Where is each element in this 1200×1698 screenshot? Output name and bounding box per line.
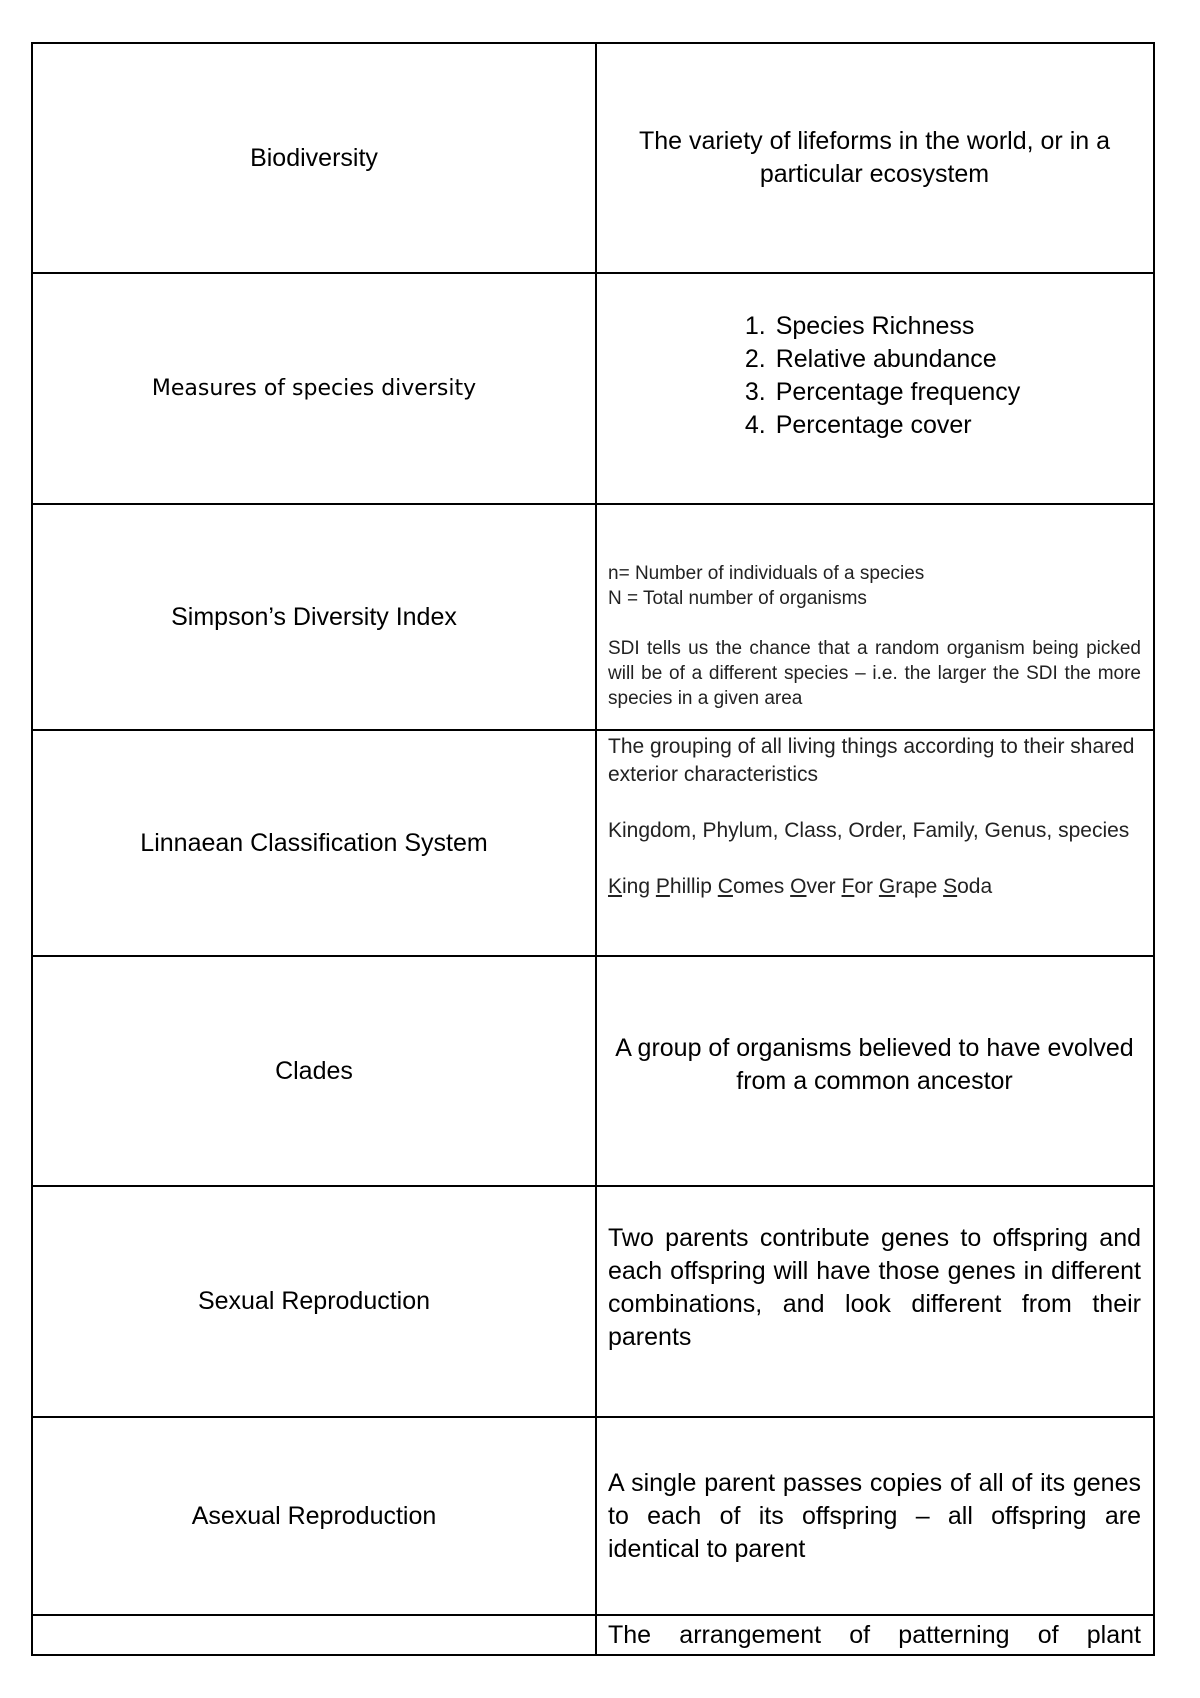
definition-line: N = Total number of organisms [608,588,867,609]
term-text: Asexual Reproduction [191,1501,437,1530]
definition-paragraph: SDI tells us the chance that a random organism being picked will be of a different species – i.e. the larger the SDI the more species in a given area [608,638,1141,709]
term-cell [33,44,595,272]
definition-text: A group of organisms believed to have evolved from a common ancestor [615,1034,1134,1095]
definition-text: The arrangement of patterning of plant [608,1621,1141,1649]
list-item [729,343,1021,376]
definition-text: The variety of lifeforms in the world, or in a particular ecosystem [638,127,1111,188]
table-row [33,731,1153,957]
list-number: 3. [744,378,766,406]
definition-cell [595,44,1153,272]
glossary-table [31,42,1155,1656]
list-number: 2. [744,345,766,373]
list-item [729,376,1021,409]
table-row [33,274,1153,505]
list-number: 1. [744,312,766,340]
table-row [33,1616,1153,1654]
definition-paragraph: The grouping of all living things according to their shared exterior characteristics [608,735,1135,786]
term-text: Biodiversity [250,143,378,172]
term-cell [33,1616,595,1654]
term-text: Sexual Reproduction [197,1287,431,1315]
table-row [33,505,1153,731]
term-cell [33,1187,595,1416]
table-row [33,957,1153,1187]
definition-text: Two parents contribute genes to offspring and each offspring will have those genes in different combinations, and look different from their parents [608,1223,1141,1351]
mnemonic: King Phillip Comes Over For Grape Soda [608,875,993,898]
term-text: Measures of species diversity [151,376,477,401]
measures-list [729,310,1021,442]
definition-cell [595,1616,1153,1654]
term-text: Linnaean Classification System [140,828,488,857]
term-cell [33,274,595,503]
table-row [33,1418,1153,1616]
list-item [729,310,1021,343]
list-item-text: Percentage cover [775,411,972,439]
list-item-text: Species Richness [775,312,975,340]
term-cell [33,1418,595,1614]
definition-cell [595,274,1153,503]
table-row [33,44,1153,274]
list-item [729,409,1021,442]
definition-paragraph: Kingdom, Phylum, Class, Order, Family, Genus, species [608,819,1130,842]
definition-cell [595,731,1153,955]
term-text: Clades [275,1056,353,1085]
term-cell [33,731,595,955]
table-row [33,1187,1153,1418]
definition-cell [595,505,1153,729]
list-item-text: Relative abundance [775,345,997,373]
definition-text: A single parent passes copies of all of its genes to each of its offspring – all offspring are identical to parent [608,1468,1141,1563]
list-number: 4. [744,411,766,439]
term-cell [33,957,595,1185]
definition-cell [595,957,1153,1185]
term-cell [33,505,595,729]
term-text: Simpson’s Diversity Index [171,602,457,631]
definition-line: n= Number of individuals of a species [608,563,925,584]
list-item-text: Percentage frequency [775,378,1021,406]
definition-cell [595,1418,1153,1614]
definition-cell [595,1187,1153,1416]
